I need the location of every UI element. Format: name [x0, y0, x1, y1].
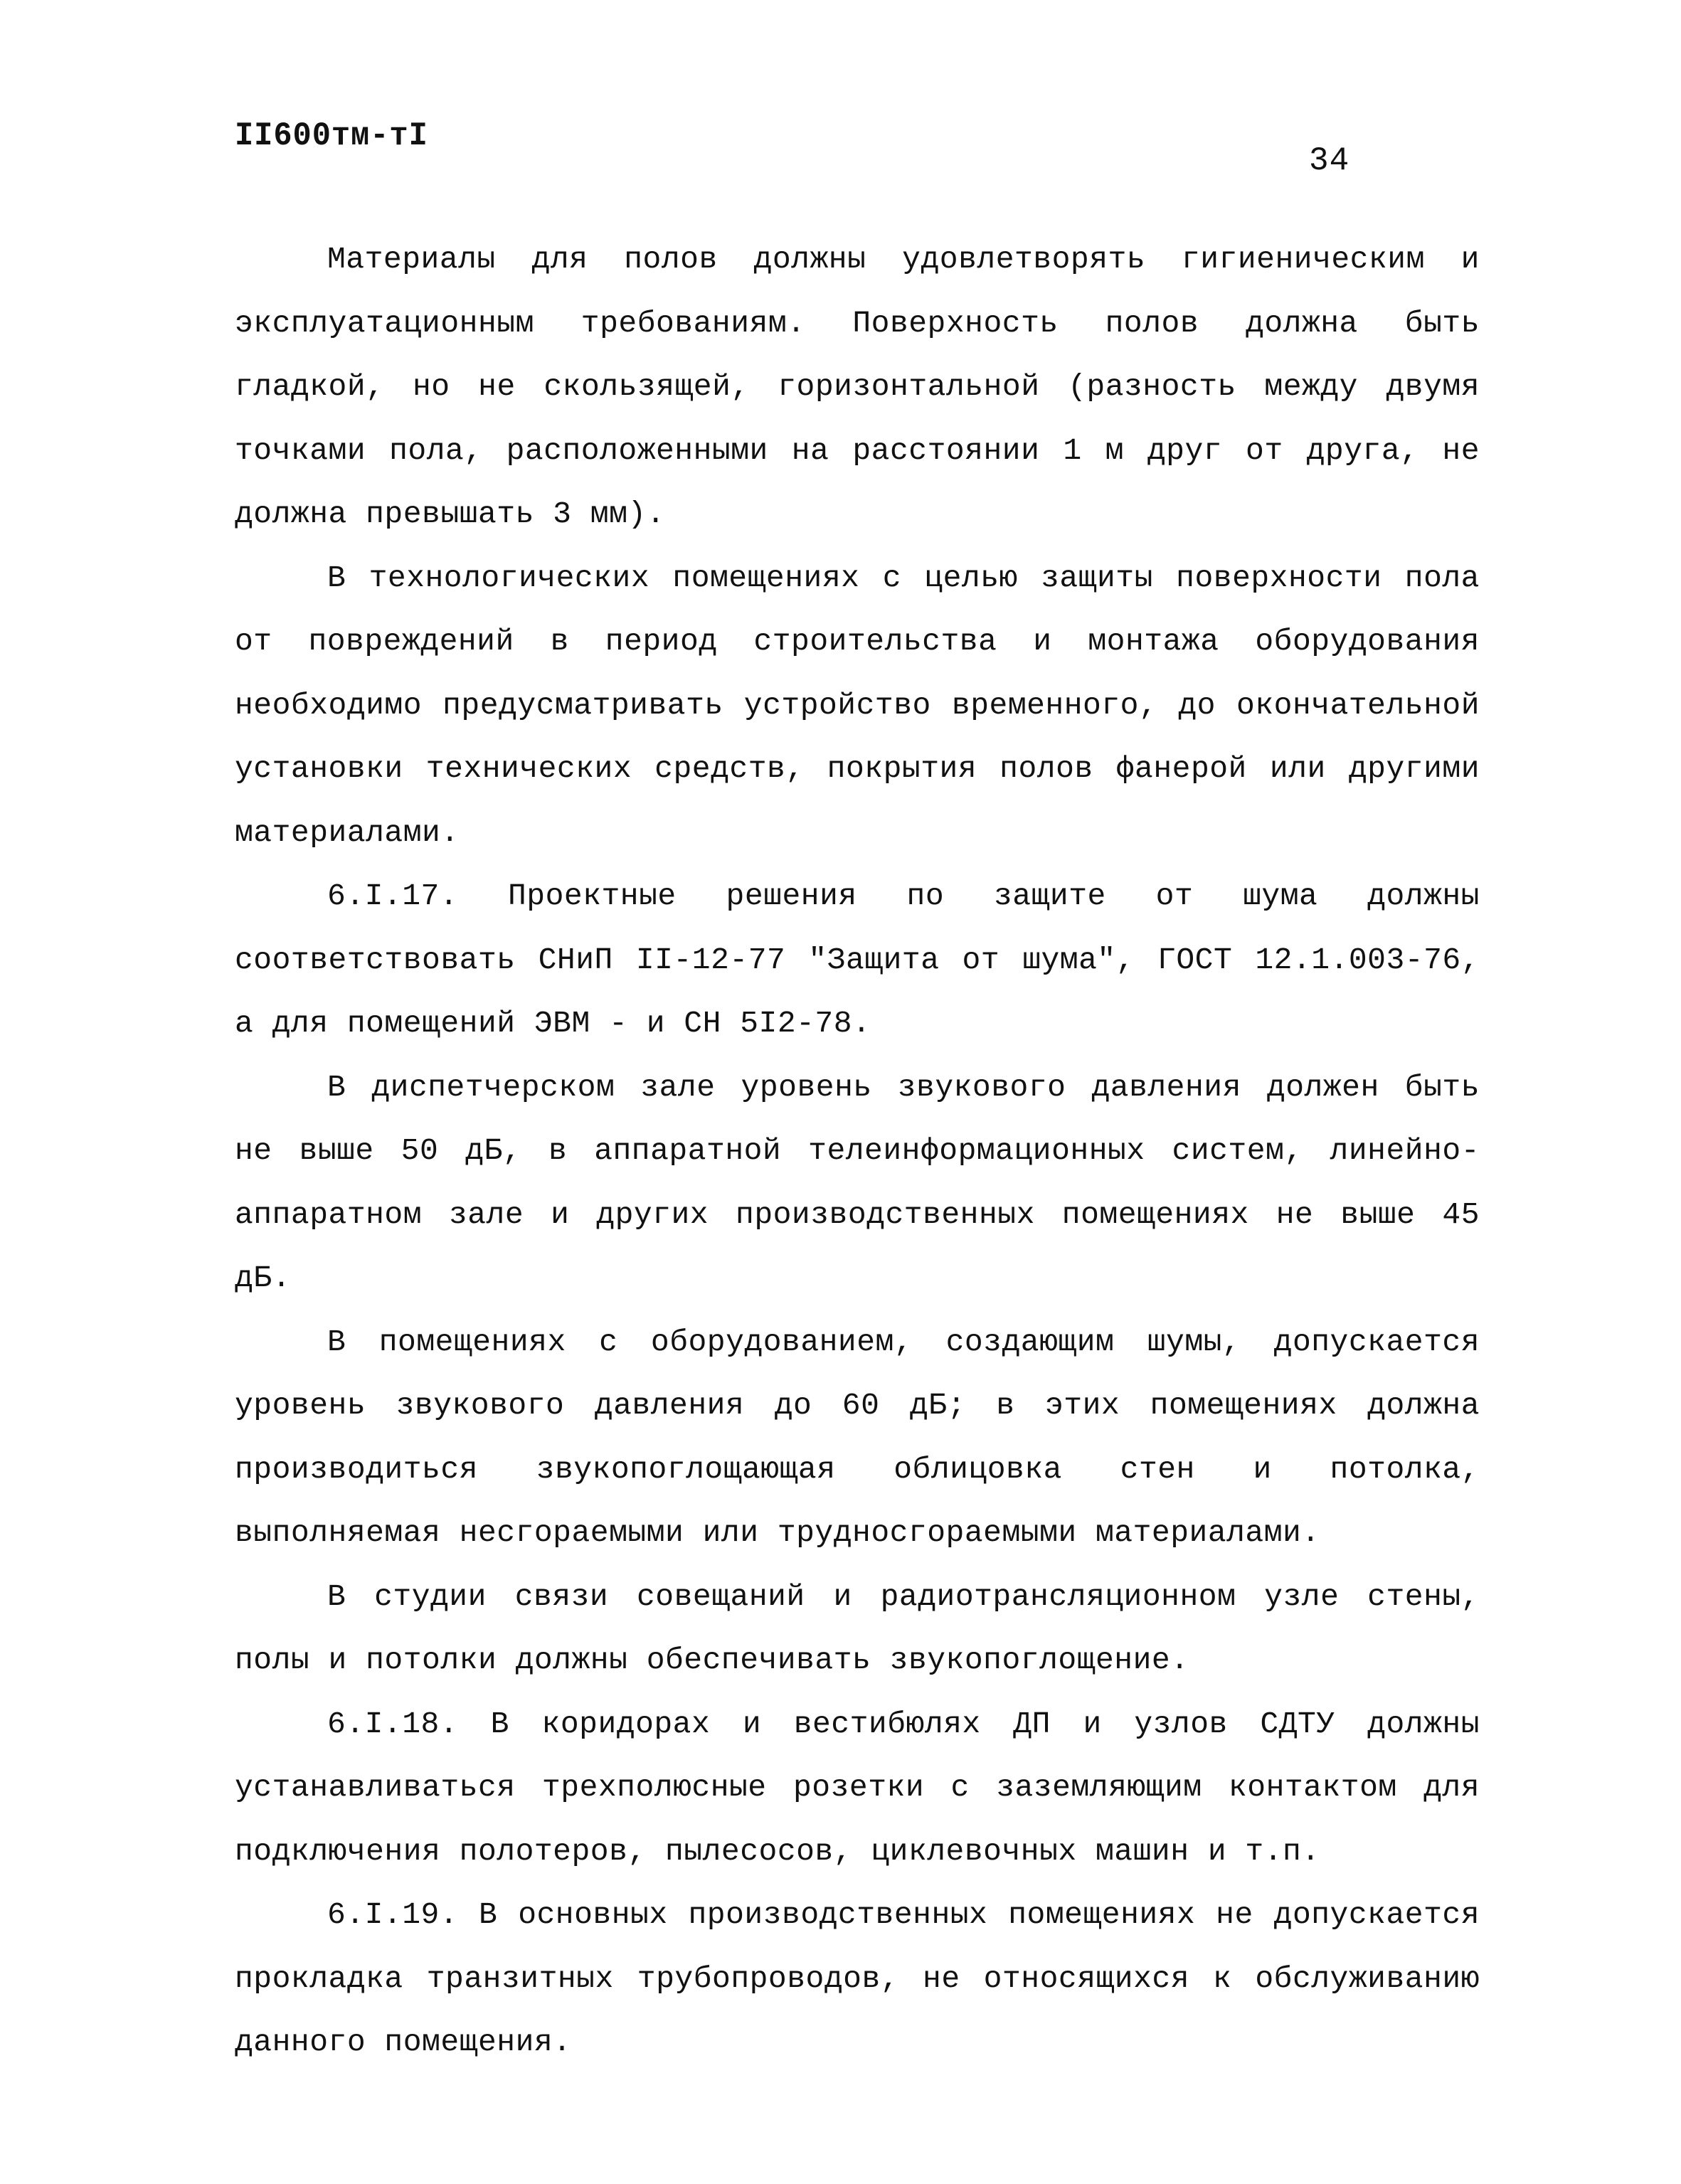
paragraph-6-1-18-sockets: 6.I.18. В коридорах и вестибюлях ДП и узлов СДТУ должны устанавливаться трехполюсные розетки с заземляющим контактом для подключения полотеров, пылесосов, циклевочных машин и т.п.	[235, 1706, 1480, 1869]
paragraph-floor-protection: В технологических помещениях с целью защиты поверхности пола от повреждений в период строительства и монтажа оборудования необходимо предусматривать устройство временного, до окончательной установки технических средств, покрытия полов фанерой или другими материалами.	[235, 560, 1480, 850]
paragraph-equipment-rooms-noise: В помещениях с оборудованием, создающим шумы, допускается уровень звукового давления до 60 дБ; в этих помещениях должна производиться звукопоглощающая облицовка стен и потолка, выполняемая несгораемыми или трудносгораемыми материалами.	[235, 1324, 1480, 1550]
paragraph-dispatch-hall-noise: В диспетчерском зале уровень звукового давления должен быть не выше 50 дБ, в аппаратной телеинформационных систем, линейно-аппаратном зале и других производственных помещениях не выше 45 дБ.	[235, 1069, 1480, 1295]
paragraph-studio-sound-absorption: В студии связи совещаний и радиотрансляционном узле стены, полы и потолки должны обеспечивать звукопоглощение.	[235, 1579, 1480, 1677]
page-number: 34	[1309, 142, 1350, 179]
paragraph-6-1-19-pipelines: 6.I.19. В основных производственных помещениях не допускается прокладка транзитных трубопроводов, не относящихся к обслуживанию данного помещения.	[235, 1897, 1480, 2060]
paragraph-floor-materials: Материалы для полов должны удовлетворять гигиеническим и эксплуатационным требованиям. Поверхность полов должна быть гладкой, но не скользящей, горизонтальной (разность между двумя точками пола, расположенными на расстоянии 1 м друг от друга, не должна превышать 3 мм).	[235, 242, 1480, 531]
paragraph-6-1-17-noise: 6.I.17. Проектные решения по защите от шума должны соответствовать СНиП II-12-77 "Защита от шума", ГОСТ 12.1.003-76, а для помещений ЭВМ - и СН 5I2-78.	[235, 879, 1480, 1041]
document-code: II600тм-тI	[235, 117, 428, 154]
document-body	[235, 228, 1480, 2074]
